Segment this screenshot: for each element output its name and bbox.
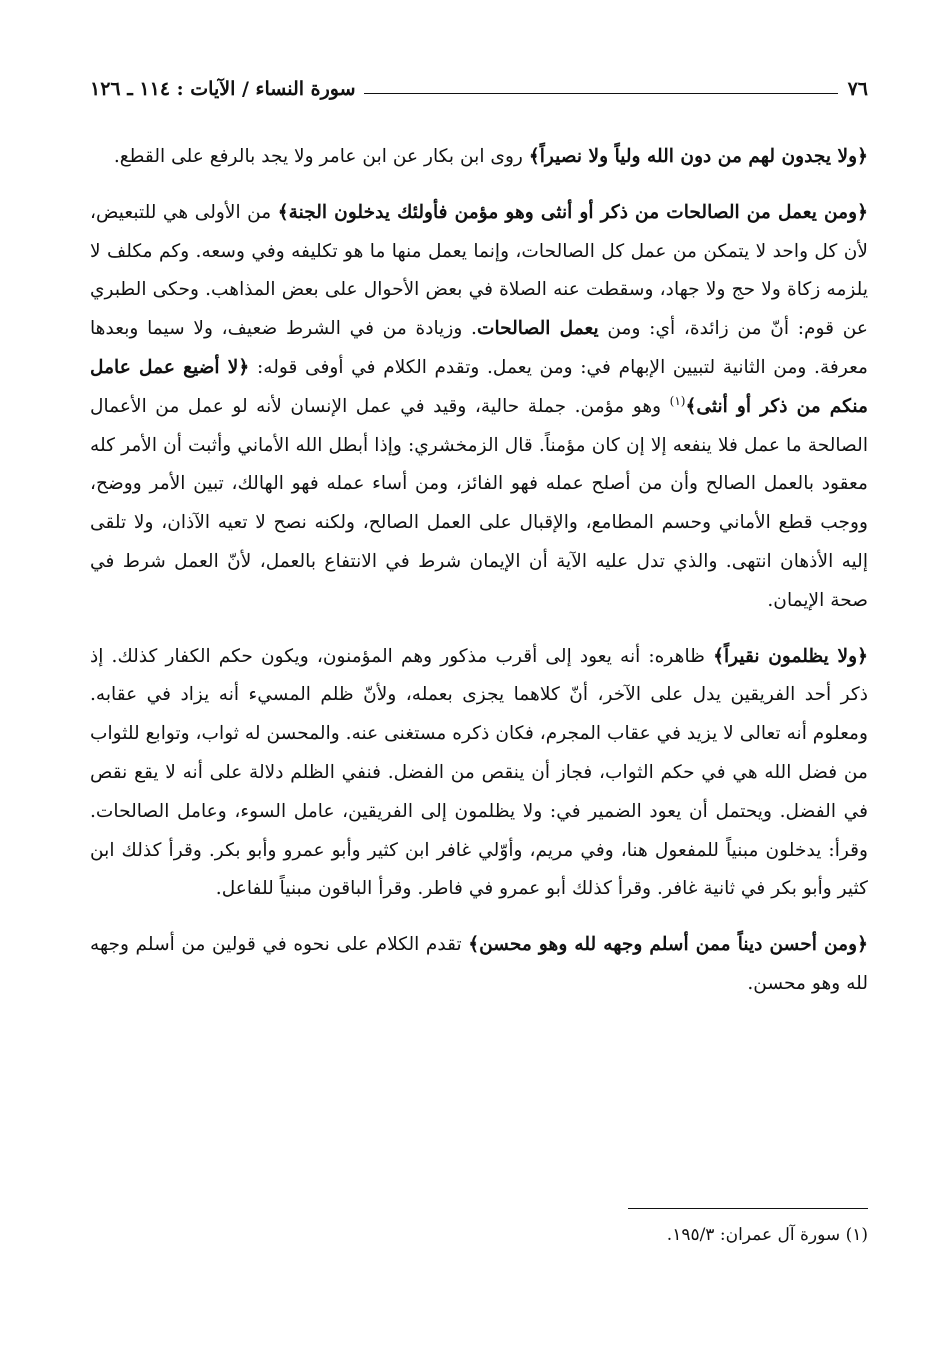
verse-quote: ﴿ولا يظلمون نقيراً﴾ — [713, 645, 869, 667]
footnote-mark: (١) — [669, 393, 686, 408]
paragraph-4 — [90, 926, 868, 1004]
footnote-divider — [628, 1208, 868, 1209]
surah-title: سورة النساء / الآيات : ١١٤ ـ ١٢٦ — [90, 78, 356, 100]
footnote-text: سورة آل عمران: ١٩٥/٣. — [666, 1225, 846, 1245]
footnote — [90, 1221, 868, 1249]
verse-quote: ﴿لا أضيع عمل عامل منكم من ذكر أو أنثى﴾ — [90, 356, 868, 417]
paragraph-text: من الأولى هي للتبعيض، لأن كل واحد لا يتمكن من عمل كل الصالحات، وإنما يعمل منها ما هو تكليفه وفي وسعه. وكم مكلف لا يلزمه زكاة ولا حج ولا جهاد، وسقطت عنه الصلاة في بعض الأحوال على بعض المذاهب. وحكى الطبري عن قوم: أنّ من زائدة، أي: ومن — [90, 201, 868, 340]
paragraph-1 — [90, 138, 868, 177]
page-number: ٧٦ — [847, 78, 868, 100]
header-rule — [364, 93, 838, 94]
paragraph-text: تقدم الكلام على نحوه في قولين من أسلم وجهه لله وهو محسن. — [90, 934, 868, 994]
page-body — [90, 138, 868, 1021]
verse-quote: ﴿ومن يعمل من الصالحات من ذكر أو أنثى وهو مؤمن فأولئك يدخلون الجنة﴾ — [277, 201, 868, 223]
bold-phrase: يعمل الصالحات — [476, 318, 599, 340]
verse-quote: ﴿ولا يجدون لهم من دون الله ولياً ولا نصيراً﴾ — [528, 146, 868, 167]
paragraph-2 — [90, 194, 868, 621]
paragraph-3 — [90, 638, 868, 910]
footnote-number: (١) — [845, 1225, 868, 1245]
paragraph-text: روى ابن بكار عن ابن عامر ولا يجد بالرفع على القطع. — [113, 146, 529, 167]
paragraph-text: وهو مؤمن. جملة حالية، وقيد في عمل الإنسان لأنه لو عمل من الأعمال الصالحة ما عمل فلا ينفعه إلا إن كان مؤمناً. قال الزمخشري: وإذا أبطل الله الأماني وأثبت أن الأمر كله معقود بالعمل الصالح وأن من أصلح عمله فهو الفائز، ومن أساء عمله فهو الهالك، تبين الأمر ووضح، ووجب قطع الأماني وحسم المطامع، والإقبال على العمل الصالح، ولكنه نصح لا تعيه الآذان، ولا تلقى إليه الأذهان انتهى. والذي تدل عليه الآية أن الإيمان شرط في الانتفاع بالعمل، لأنّ العمل شرط في صحة الإيمان. — [90, 395, 868, 611]
page-header — [90, 70, 868, 100]
verse-quote: ﴿ومن أحسن ديناً ممن أسلم وجهه لله وهو محسن﴾ — [468, 934, 868, 956]
paragraph-text: ظاهره: أنه يعود إلى أقرب مذكور وهم المؤمنون، ويكون حكم الكفار كذلك. إذ ذكر أحد الفريقين يدل على الآخر، أنّ كلاهما يجزى بعمله، ولأنّ ظلم المسيء أنه يزاد في عقابه. ومعلوم أنه تعالى لا يزيد في عقاب المجرم، فكان ذكره مستغنى عنه. والمحسن له ثواب، وتوابع للثواب من فضل الله هي في حكم الثواب، فجاز أن ينقص من الفضل. فنفي الظلم دلالة على أنه لا يقع نقص في الفضل. ويحتمل أن يعود الضمير في: ولا يظلمون إلى الفريقين، عامل السوء، وعامل الصالحات. وقرأ: يدخلون مبنياً للمفعول هنا، وفي مريم، وأوّلي غافر ابن كثير وأبو عمرو وأبو بكر. وقرأ كذلك ابن كثير وأبو بكر في ثانية غافر. وقرأ كذلك أبو عمرو في فاطر. وقرأ الباقون مبنياً للفاعل. — [90, 645, 868, 900]
book-page — [90, 70, 868, 1270]
paragraph-text: . وزيادة من في الشرط ضعيف، ولا سيما وبعدها معرفة. ومن الثانية لتبيين الإبهام في: ومن يعمل. وتقدم الكلام في أوفى قوله: — [90, 318, 869, 378]
